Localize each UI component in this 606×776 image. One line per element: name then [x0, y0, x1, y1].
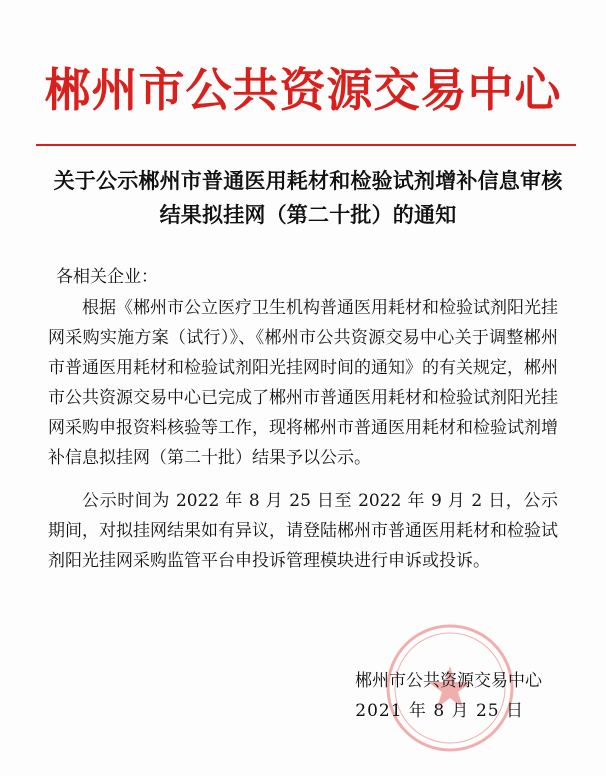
signature-org: 郴州市公共资源交易中心: [355, 671, 542, 691]
body-paragraph-2: 公示时间为 2022 年 8 月 25 日至 2022 年 9 月 2 日，公示期间，对拟挂网结果如有异议，请登陆郴州市普通医用耗材和检验试剂阳光挂网采购监管平台申投诉管理模块进行申诉或投诉。: [48, 491, 558, 571]
notice-title: 关于公示郴州市普通医用耗材和检验试剂增补信息审核结果拟挂网（第二十批）的通知: [53, 169, 563, 227]
signature-date: 2021 年 8 月 25 日: [355, 701, 524, 721]
salutation: 各相关企业：: [56, 267, 158, 287]
body-paragraph-1: 根据《郴州市公立医疗卫生机构普通医用耗材和检验试剂阳光挂网采购实施方案（试行）》、《郴州市公共资源交易中心关于调整郴州市普通医用耗材和检验试剂阳光挂网时间的通知》的有关规定，郴州市公共资源交易中心已完成了郴州市普通医用耗材和检验试剂阳光挂网采购申报资料核验等工作，现将郴州市普通医用耗材和检验试剂增补信息拟挂网（第二十批）结果予以公示。: [48, 298, 558, 468]
letterhead-divider: [36, 144, 576, 146]
letterhead-title: 郴州市公共资源交易中心: [44, 63, 562, 117]
